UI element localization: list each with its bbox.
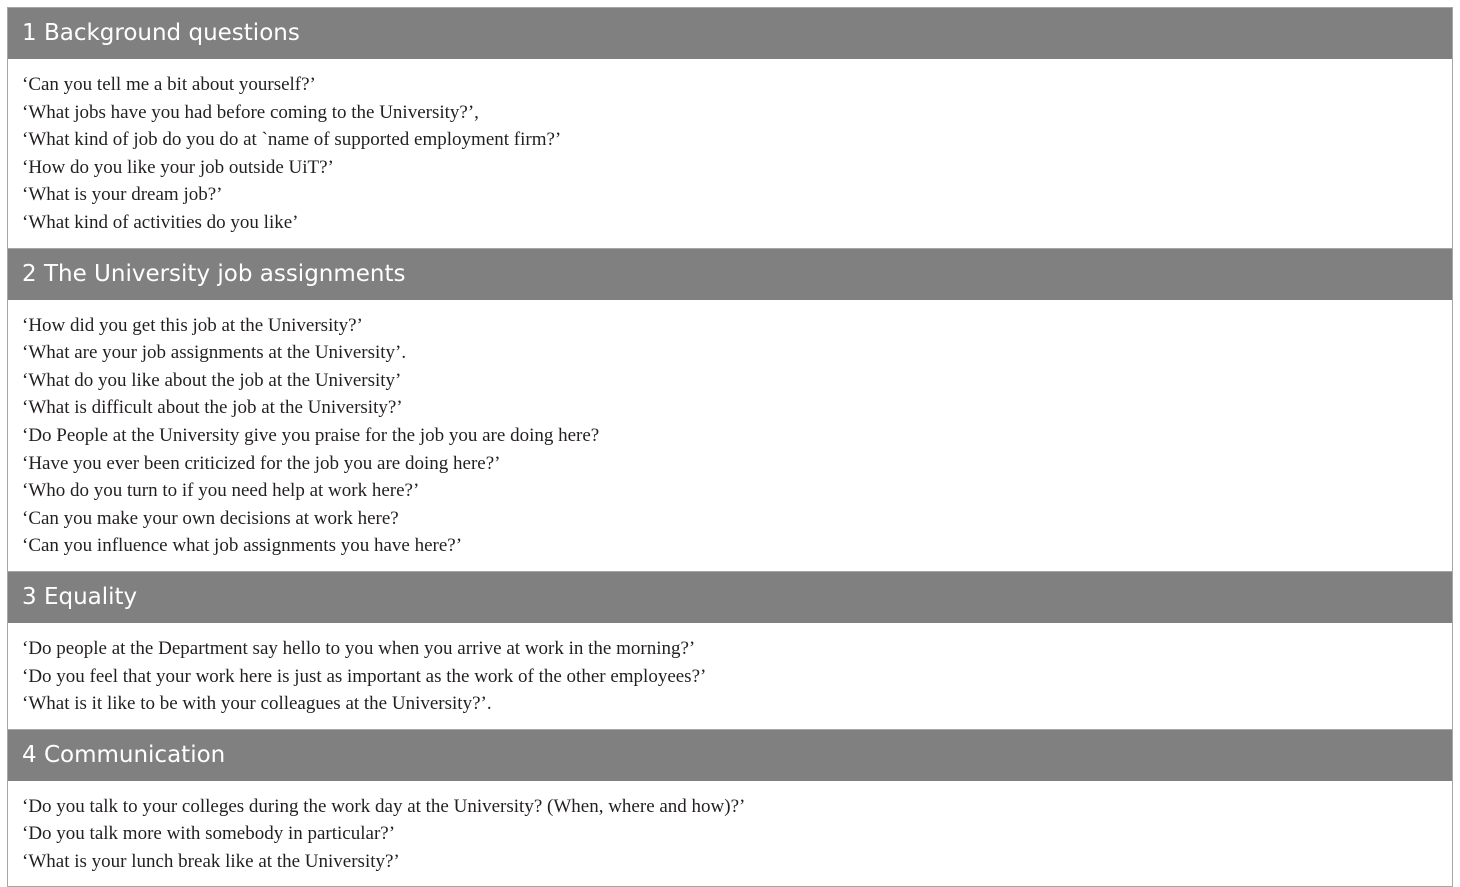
question-item: ‘Can you tell me a bit about yourself?’ [22,74,316,95]
section-title: 1 Background questions [8,8,1452,59]
question-item: ‘Do you talk to your colleges during the work day at the University? (When, where and how)?’ [22,795,746,817]
section-communication [8,730,1452,887]
question-item: ‘Can you make your own decisions at work here? [22,507,399,529]
question-item: ‘What do you like about the job at the University’ [22,369,402,391]
question-item: ‘What are your job assignments at the University’. [22,342,407,364]
question-list [8,781,1452,887]
question-item: ‘Do People at the University give you praise for the job you are doing here? [22,424,600,446]
section-job-assignments [8,249,1452,572]
question-item: ‘Do you talk more with somebody in particular?’ [22,823,396,845]
question-item: ‘What kind of activities do you like’ [22,211,299,233]
question-list [8,59,1452,249]
question-item: ‘What kind of job do you do at `name of supported employment firm?’ [22,129,562,151]
question-list [8,300,1452,572]
section-background-questions [8,8,1452,249]
question-list [8,623,1452,730]
question-item: ‘What is it like to be with your colleagues at the University?’. [22,693,492,715]
question-item: ‘Can you influence what job assignments you have here?’ [22,535,463,557]
question-item: ‘What jobs have you had before coming to the University?’, [22,101,479,123]
interview-guide-table [7,7,1453,887]
question-item: ‘How did you get this job at the University?’ [22,314,363,336]
question-item: ‘Who do you turn to if you need help at work here?’ [22,480,420,502]
question-item: ‘What is your dream job?’ [22,184,223,206]
section-title: 4 Communication [8,730,1452,781]
question-item: ‘How do you like your job outside UiT?’ [22,156,334,178]
question-item: ‘Do you feel that your work here is just as important as the work of the other employees?’ [22,665,707,687]
section-title: 2 The University job assignments [8,249,1452,300]
question-item: ‘Have you ever been criticized for the job you are doing here?’ [22,452,501,474]
question-item: ‘Do people at the Department say hello to you when you arrive at work in the morning?’ [22,637,696,659]
question-item: ‘What is your lunch break like at the University?’ [22,850,400,872]
section-equality [8,572,1452,730]
question-item: ‘What is difficult about the job at the University?’ [22,397,403,419]
section-title: 3 Equality [8,572,1452,623]
